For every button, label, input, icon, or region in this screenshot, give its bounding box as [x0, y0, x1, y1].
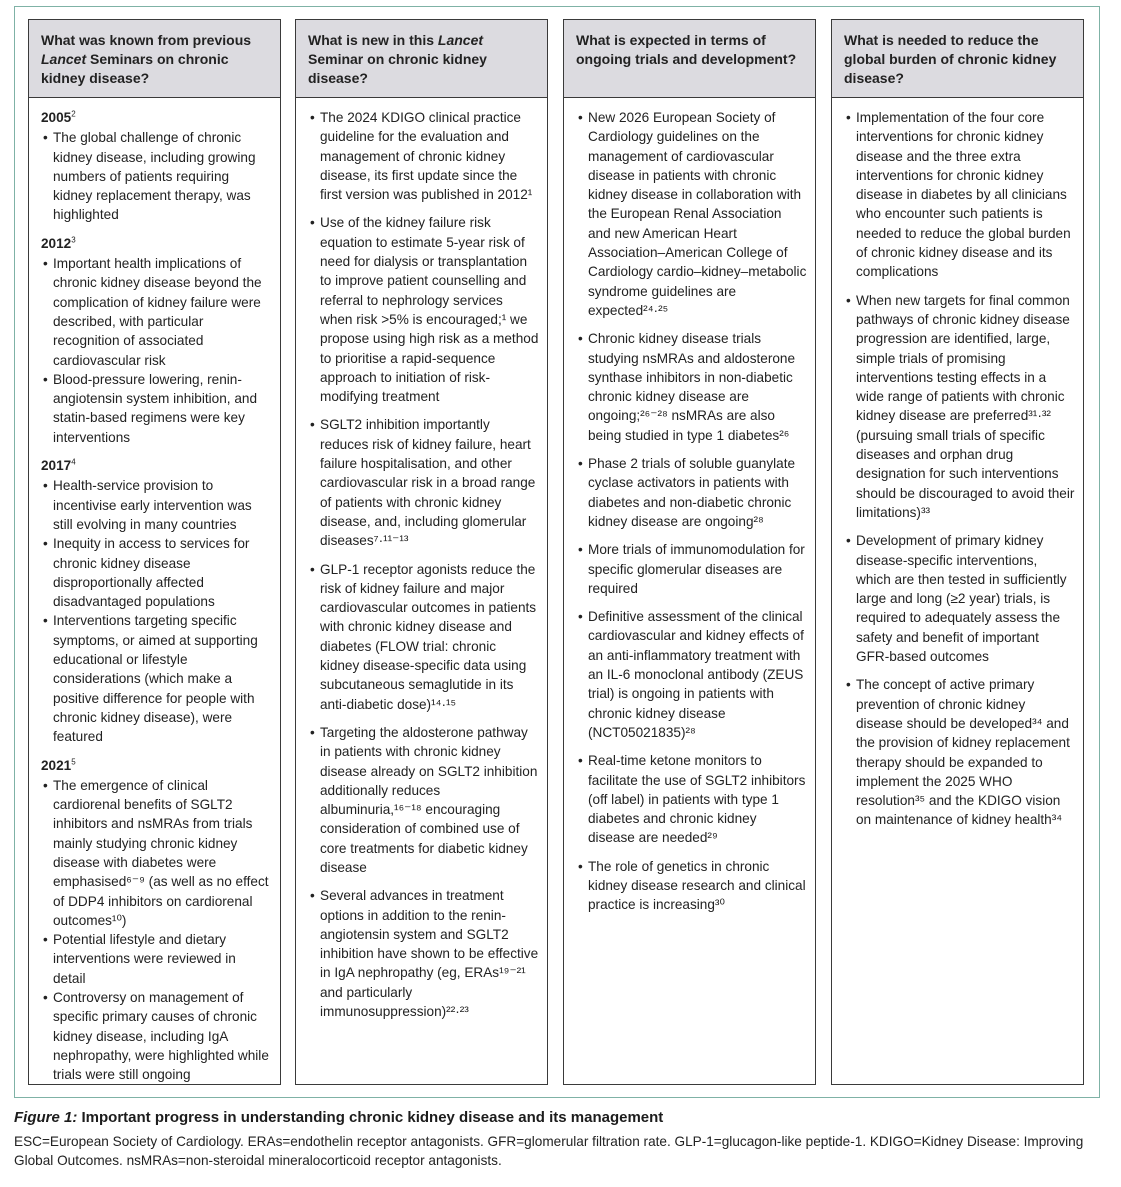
year-heading: 2012$^3$: [41, 235, 76, 251]
list-item: • The 2024 KDIGO clinical practice guideline for the evaluation and management of chronic kidney disease, its first update since the first version was published in 2012¹: [308, 108, 539, 204]
list-item: • New 2026 European Society of Cardiology guidelines on the management of cardiovascular disease in patients with chronic kidney disease in collaboration with the European Renal Association and new American Heart Association–American College of Cardiology cardio–kidney–metabolic syndrome guidelines are expected²⁴·²⁵: [576, 108, 807, 320]
header-text: Seminar on chronic kidney disease?: [308, 51, 487, 86]
list-item: • The global challenge of chronic kidney disease, including growing numbers of patients requiring kidney replacement therapy, was highlighted: [41, 128, 272, 224]
year-heading: 2017$^4$: [41, 457, 76, 474]
bullet-list: [576, 108, 807, 915]
caption-title-text: Important progress in understanding chronic kidney disease and its management: [77, 1109, 664, 1126]
list-item: • More trials of immunomodulation for specific glomerular diseases are required: [576, 540, 807, 598]
list-item: • The emergence of clinical cardiorenal benefits of SGLT2 inhibitors and nsMRAs from trials mainly studying chronic kidney disease with diabetes were emphasised⁶⁻⁹ (as well as no effect of DDP4 inhibitors on cardiorenal outcomes¹⁰): [41, 776, 272, 930]
column-body: [564, 98, 815, 915]
year-heading: 2005$^2$: [41, 109, 76, 125]
list-item: • Real-time ketone monitors to facilitate the use of SGLT2 inhibitors (off label) in patients with type 1 diabetes and chronic kidney disease are needed²⁹: [576, 751, 807, 847]
header-text: Seminars on chronic kidney disease?: [41, 51, 229, 86]
caption-title: [14, 1108, 1109, 1128]
bullet-list: [41, 476, 272, 746]
year-heading: 2021$^5$: [41, 756, 76, 773]
list-item: • Chronic kidney disease trials studying nsMRAs and aldosterone synthase inhibitors in non-diabetic chronic kidney disease are ongoing;²⁶⁻²⁸ nsMRAs are also being studied in type 1 diabetes²⁶: [576, 329, 807, 445]
column-body: [832, 98, 1083, 830]
list-item: • Definitive assessment of the clinical cardiovascular and kidney effects of an anti-inflammatory treatment with an IL-6 monoclonal antibody (ZEUS trial) is ongoing in patients with chronic kidney disease (NCT05021835)²⁸: [576, 607, 807, 742]
column-body: [29, 98, 280, 1085]
list-item: • Development of primary kidney disease-specific interventions, which are then tested in sufficiently large and long (≥2 year) trials, is required to adequately assess the safety and benefit of important GFR-based outcomes: [844, 531, 1075, 666]
column-header: [832, 20, 1083, 98]
bullet-list: [41, 254, 272, 447]
column-header: [296, 20, 547, 98]
column-reduce-burden: [831, 19, 1084, 1085]
header-italic-text: Lancet: [41, 51, 87, 67]
list-item: • The role of genetics in chronic kidney disease research and clinical practice is increasing³⁰: [576, 857, 807, 915]
figure-label: Figure 1:: [14, 1109, 78, 1126]
bullet-list: [41, 128, 272, 224]
list-item: • Controversy on management of specific primary causes of chronic kidney disease, including IgA nephropathy, were highlighted while trials were still ongoing: [41, 988, 272, 1084]
list-item: • Use of the kidney failure risk equation to estimate 5-year risk of need for dialysis or transplantation to improve patient counselling and referral to nephrology services when risk >5% is encouraged;¹ we propose using high risk as a method to prioritise a rapid-sequence approach to initiation of risk-modifying treatment: [308, 213, 539, 406]
figure-caption: [14, 1108, 1109, 1170]
bullet-list: [41, 776, 272, 1085]
list-item: • Health-service provision to incentivise early intervention was still evolving in many countries: [41, 476, 272, 534]
list-item: • Targeting the aldosterone pathway in patients with chronic kidney disease already on SGLT2 inhibition additionally reduces albuminuria,¹⁶⁻¹⁸ encouraging consideration of combined use of core treatments for diabetic kidney disease: [308, 723, 539, 877]
list-item: • GLP-1 receptor agonists reduce the risk of kidney failure and major cardiovascular outcomes in patients with chronic kidney disease and diabetes (FLOW trial: chronic kidney disease-specific data using subcutaneous semaglutide in its anti-diabetic dose)¹⁴·¹⁵: [308, 560, 539, 714]
header-text: What is needed to reduce the global burden of chronic kidney disease?: [844, 32, 1057, 86]
list-item: • SGLT2 inhibition importantly reduces risk of kidney failure, heart failure hospitalisation, and other cardiovascular risk in a broad range of patients with chronic kidney disease, and, including glomerular diseases⁷·¹¹⁻¹³: [308, 415, 539, 550]
list-item: • Potential lifestyle and dietary interventions were reviewed in detail: [41, 930, 272, 988]
column-new-in-seminar: [295, 19, 548, 1085]
column-header: [564, 20, 815, 98]
column-known-previous: [28, 19, 281, 1085]
column-body: [296, 98, 547, 1021]
list-item: • Interventions targeting specific symptoms, or aimed at supporting educational or lifestyle considerations (which make a positive difference for people with chronic kidney disease), were featured: [41, 611, 272, 746]
column-expected-trials: [563, 19, 816, 1085]
bullet-list: [308, 108, 539, 1021]
bullet-list: [844, 108, 1075, 830]
list-item: • Implementation of the four core interventions for chronic kidney disease and the three extra interventions for chronic kidney disease in diabetes by all clinicians who encounter such patients is needed to reduce the global burden of chronic kidney disease and its complications: [844, 108, 1075, 282]
list-item: • The concept of active primary prevention of chronic kidney disease should be developed³⁴ and the provision of kidney replacement therapy should be expanded to implement the 2025 WHO resolution³⁵ and the KDIGO vision on maintenance of kidney health³⁴: [844, 675, 1075, 829]
list-item: • Inequity in access to services for chronic kidney disease disproportionally affected disadvantaged populations: [41, 534, 272, 611]
header-italic-text: Lancet: [437, 32, 484, 48]
list-item: • Phase 2 trials of soluble guanylate cyclase activators in patients with diabetes and non-diabetic chronic kidney disease are ongoing²⁸: [576, 454, 807, 531]
caption-abbreviations: ESC=European Society of Cardiology. ERAs=endothelin receptor antagonists. GFR=glomerular filtration rate. GLP-1=glucagon-like peptide-1. KDIGO=Kidney Disease: Improving Global Outcomes. nsMRAs=non-steroidal mineralocorticoid receptor antagonists.: [14, 1134, 1084, 1168]
list-item: • Blood-pressure lowering, renin-angiotensin system inhibition, and statin-based regimens were key interventions: [41, 370, 272, 447]
list-item: • Important health implications of chronic kidney disease beyond the complication of kidney failure were described, with particular recognition of associated cardiovascular risk: [41, 254, 272, 370]
header-text: What is new in this: [308, 32, 438, 48]
list-item: • Several advances in treatment options in addition to the renin-angiotensin system and SGLT2 inhibition have shown to be effective in IgA nephropathy (eg, ERAs¹⁹⁻²¹ and particularly immunosuppression)²²·²³: [308, 886, 539, 1021]
column-header: [29, 20, 280, 98]
header-text: What is expected in terms of ongoing trials and development?: [576, 32, 797, 67]
list-item: • When new targets for final common pathways of chronic kidney disease progression are identified, large, simple trials of promising interventions testing effects in a wide range of patients with chronic kidney disease are preferred³¹·³² (pursuing small trials of specific diseases and orphan drug designation for such interventions should be discouraged to avoid their limitations)³³: [844, 291, 1075, 523]
header-text: What was known from previous: [41, 32, 252, 48]
